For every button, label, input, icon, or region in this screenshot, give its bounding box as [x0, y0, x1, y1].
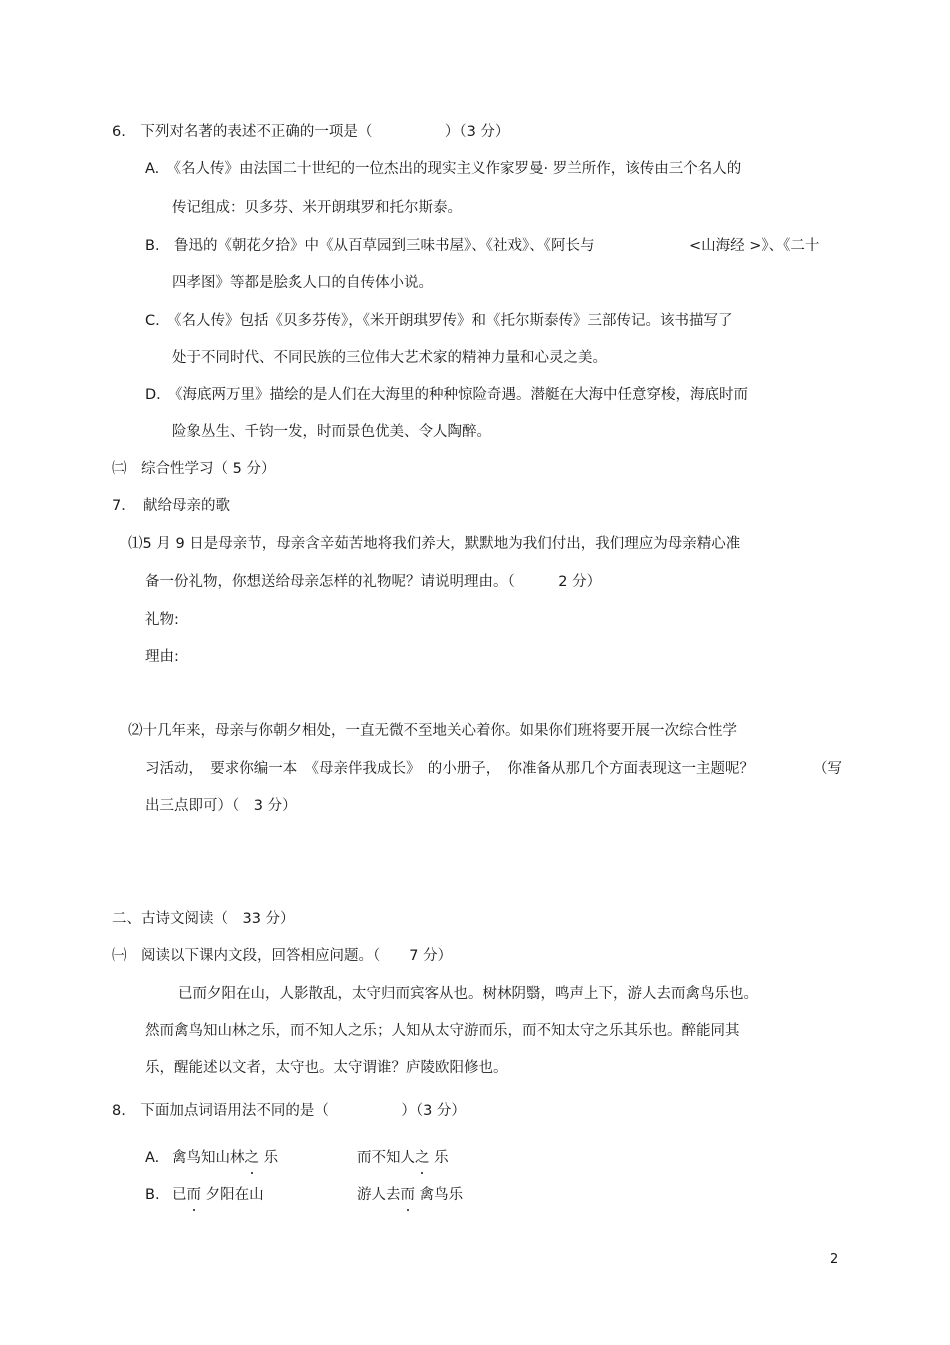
q8-a-right-dotted-word [415, 1149, 430, 1167]
q8-b-right-dot-text: 而 [400, 1187, 415, 1203]
q6-option-b-line1: B. 鲁迅的《朝花夕拾》中《从百草园到三味书屋》、《社戏》、《阿长与 [145, 238, 595, 254]
q6-option-a-line1: A. 《名人传》由法国二十世纪的一位杰出的现实主义作家罗曼· 罗兰所作，该传由三个名人的 [145, 161, 742, 177]
q8-stem: 8. 下面加点词语用法不同的是（ ）（3 分） [112, 1103, 466, 1119]
q7-title: 7． 献给母亲的歌 [112, 498, 230, 514]
q8-option-a-label: A. [145, 1150, 160, 1166]
q6-option-b-line2: 四孝图》等都是脍炙人口的自传体小说。 [172, 275, 433, 291]
q7-part2-line2-right: （写 [813, 761, 842, 777]
passage-line3: 乐，醒能述以文者，太守也。太守谓谁？庐陵欧阳修也。 [145, 1060, 508, 1076]
passage-line1: 已而夕阳在山，人影散乱，太守归而宾客从也。树林阴翳，鸣声上下，游人去而禽鸟乐也。 [178, 986, 758, 1002]
q6-option-b-line1-right: <山海经 >》、《二十 [689, 238, 820, 254]
emphasis-dot [421, 1172, 423, 1174]
q7-reason-label: 理由: [145, 649, 179, 665]
q7-part2-line2: 习活动， 要求你编一本 《母亲伴我成长》 的小册子， 你准备从那几个方面表现这一主题呢？ [145, 761, 754, 777]
q6-option-a-line2: 传记组成：贝多芬、米开朗琪罗和托尔斯泰。 [172, 200, 462, 216]
q8-b-right-post: 禽鸟乐 [415, 1187, 464, 1203]
q6-option-c-line1: C. 《名人传》包括《贝多芬传》，《米开朗琪罗传》和《托尔斯泰传》三部传记。该书描写了 [145, 313, 733, 329]
q8-b-left-dotted-word [187, 1186, 202, 1204]
q6-option-c-line2: 处于不同时代、不同民族的三位伟大艺术家的精神力量和心灵之美。 [172, 350, 607, 366]
q8-b-left-post: 夕阳在山 [201, 1187, 264, 1203]
q7-part2-line3: 出三点即可）（ 3 分） [145, 798, 297, 814]
q8-b-left-pre: 已 [172, 1187, 187, 1203]
q8-a-right-dot-text: 之 [415, 1150, 430, 1166]
q8-option-a-left [172, 1149, 278, 1167]
q7-part1-line1: ⑴5 月 9 日是母亲节，母亲含辛茹苦地将我们养大，默默地为我们付出，我们理应为母亲精心准 [128, 536, 741, 552]
part2-heading: 二、古诗文阅读（ 33 分） [112, 911, 295, 927]
q8-option-b-right [357, 1186, 463, 1204]
emphasis-dot [193, 1209, 195, 1211]
q8-a-right-post: 乐 [429, 1150, 449, 1166]
q7-part1-line2: 备一份礼物，你想送给母亲怎样的礼物呢？请说明理由。（ 2 分） [145, 574, 602, 590]
q8-b-right-dotted-word [401, 1186, 416, 1204]
passage-line2: 然而禽鸟知山林之乐，而不知人之乐；人知从太守游而乐，而不知太守之乐其乐也。醉能同其 [145, 1023, 740, 1039]
q8-a-left-dotted-word [245, 1149, 260, 1167]
q8-option-b-label: B. [145, 1187, 160, 1203]
q8-a-left-pre: 禽鸟知山林 [172, 1150, 245, 1166]
q8-option-b-left [172, 1186, 264, 1204]
section-comprehensive-learning: ㈡ 综合性学习（ 5 分） [112, 461, 276, 477]
q8-a-left-post: 乐 [259, 1150, 279, 1166]
emphasis-dot [407, 1209, 409, 1211]
q8-option-a-right [357, 1149, 449, 1167]
q8-b-left-dot-text: 而 [186, 1187, 201, 1203]
page-number: 2 [830, 1252, 839, 1267]
q6-stem: 6. 下列对名著的表述不正确的一项是（ ）（3 分） [112, 124, 510, 140]
q6-option-d-line1: D. 《海底两万里》描绘的是人们在大海里的种种惊险奇遇。潜艇在大海中任意穿梭，海底时而 [145, 387, 749, 403]
q6-option-d-line2: 险象丛生、千钧一发，时而景色优美、令人陶醉。 [172, 424, 491, 440]
q7-gift-label: 礼物: [145, 612, 179, 628]
q7-part2-line1: ⑵十几年来，母亲与你朝夕相处，一直无微不至地关心着你。如果你们班将要开展一次综合性学 [128, 723, 737, 739]
subsection-reading-heading: ㈠ 阅读以下课内文段，回答相应问题。（ 7 分） [112, 948, 453, 964]
emphasis-dot [251, 1172, 253, 1174]
q8-a-left-dot-text: 之 [244, 1150, 259, 1166]
q8-a-right-pre: 而不知人 [357, 1150, 415, 1166]
q8-b-right-pre: 游人去 [357, 1187, 401, 1203]
